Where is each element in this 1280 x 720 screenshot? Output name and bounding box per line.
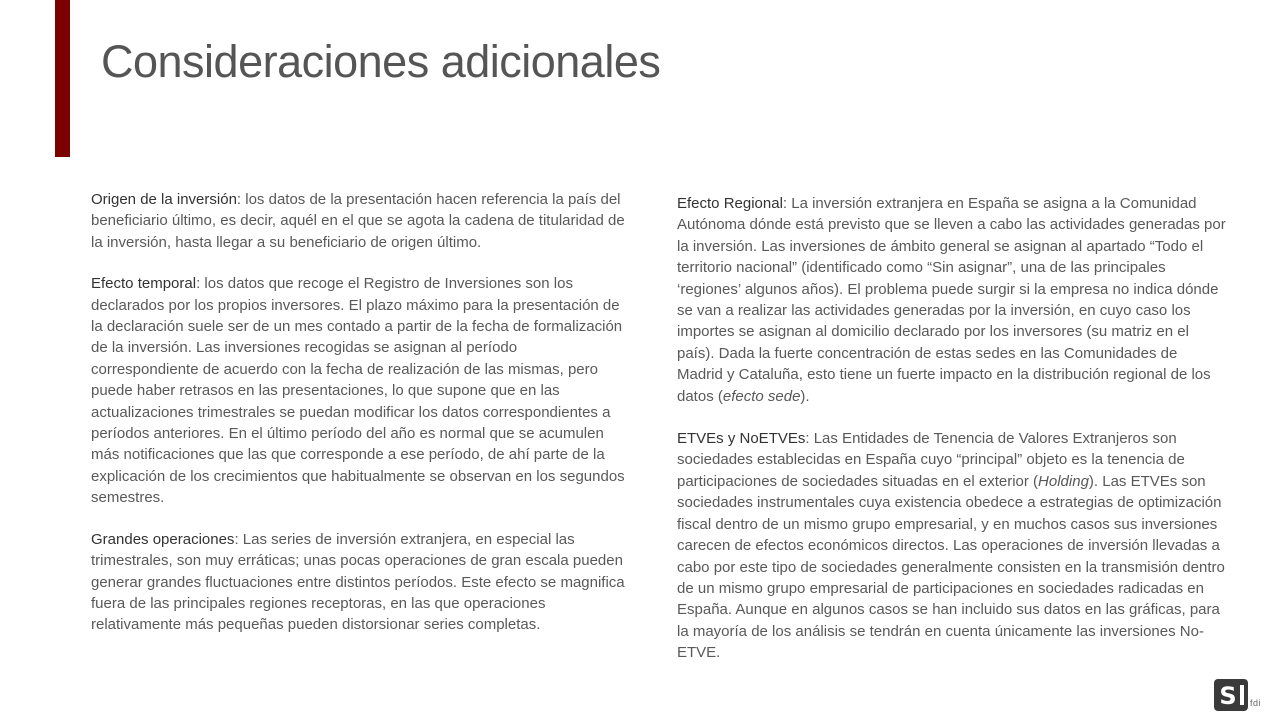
slide-title: Consideraciones adicionales	[101, 36, 661, 87]
paragraph-origen	[91, 189, 626, 253]
paragraph-text: : los datos que recoge el Registro de Inversiones son los declarados por los propios inversores. El plazo máximo para la presentación de la declaración suele ser de un mes contado a partir de la fecha de formalización de la inversión. Las inversiones recogidas se asignan al período correspondiente de acuerdo con la fecha de realización de las mismas, pero puede haber retrasos en las presentaciones, lo que supone que en las actualizaciones trimestrales se puedan modificar los datos correspondientes a períodos anteriores. En el último período del año es normal que se acumulen más notificaciones que las que corresponde a ese período, de ahí parte de la explicación de los crecimientos que habitualmente se observan en los segundos semestres.	[91, 275, 625, 507]
paragraph-term: Efecto Regional	[677, 195, 783, 212]
left-column	[91, 189, 626, 636]
paragraph-text-end: ). Las ETVEs son sociedades instrumentales cuya existencia obedece a estrategias de optimización fiscal dentro de un mismo grupo empresarial, y en muchos casos sus inversiones carecen de efectos económicos directos. Las operaciones de inversión llevadas a cabo por este tipo de sociedades generalmente consisten en la transmisión dentro de un mismo grupo empresarial de participaciones en sociedades radicadas en España. Aunque en algunos casos se han incluido sus datos en las gráficas, para la mayoría de los análisis se tendrán en cuenta únicamente las inversiones No-ETVE.	[677, 472, 1225, 662]
paragraph-text: : Las series de inversión extranjera, en especial las trimestrales, son muy erráticas; unas pocas operaciones de gran escala pueden generar grandes fluctuaciones entre distintos períodos. Este efecto se magnifica fuera de las principales regiones receptoras, en las que operaciones relativamente más pequeñas pueden distorsionar series completas.	[91, 530, 625, 634]
paragraph-term: ETVEs y NoETVEs	[677, 430, 806, 448]
title-accent-bar	[55, 0, 70, 157]
logo-caption: fdi	[1250, 698, 1262, 708]
right-column	[677, 193, 1227, 664]
paragraph-term: Grandes operaciones	[91, 530, 235, 548]
paragraph-emphasis: Holding	[1038, 472, 1089, 490]
paragraph-text: : los datos de la presentación hacen referencia la país del beneficiario último, es decir, aquél en el que se agota la cadena de titularidad de la inversión, hasta llegar a su beneficiario de origen último.	[91, 191, 625, 251]
paragraph-text-end: ).	[800, 387, 810, 405]
paragraph-text: : Las Entidades de Tenencia de Valores Extranjeros son sociedades establecidas en España cuyo “principal” objeto es la tenencia de participaciones de sociedades situadas en el exterior (	[677, 430, 1185, 490]
paragraph-efecto-temporal	[91, 273, 626, 508]
paragraph-text: : La inversión extranjera en España se asigna a la Comunidad Autónoma dónde está previsto que se lleven a cabo las actividades generadas por la inversión. Las inversiones de ámbito general se asignan al apartado “Todo el territorio nacional” (identificado como “Sin asignar”, una de las principales ‘regiones’ algunos años). El problema puede surgir si la empresa no indica dónde se van a realizar las actividades generadas por la inversión, en cuyo caso los importes se asignan al domicilio declarado por los inversores (su matriz en el país). Dada la fuerte concentración de estas sedes en las Comunidades de Madrid y Cataluña, esto tiene un fuerte impacto en la distribución regional de los datos (	[677, 195, 1226, 405]
logo-letter: S	[1219, 682, 1237, 710]
paragraph-grandes-operaciones	[91, 529, 626, 636]
paragraph-term: Efecto temporal	[91, 275, 197, 293]
paragraph-etves	[677, 428, 1227, 663]
logo-mark	[1214, 679, 1248, 711]
paragraph-emphasis: efecto sede	[722, 387, 801, 405]
si-logo-icon	[1214, 679, 1248, 711]
paragraph-efecto-regional	[677, 193, 1227, 407]
paragraph-term: Origen de la inversión	[91, 191, 237, 208]
